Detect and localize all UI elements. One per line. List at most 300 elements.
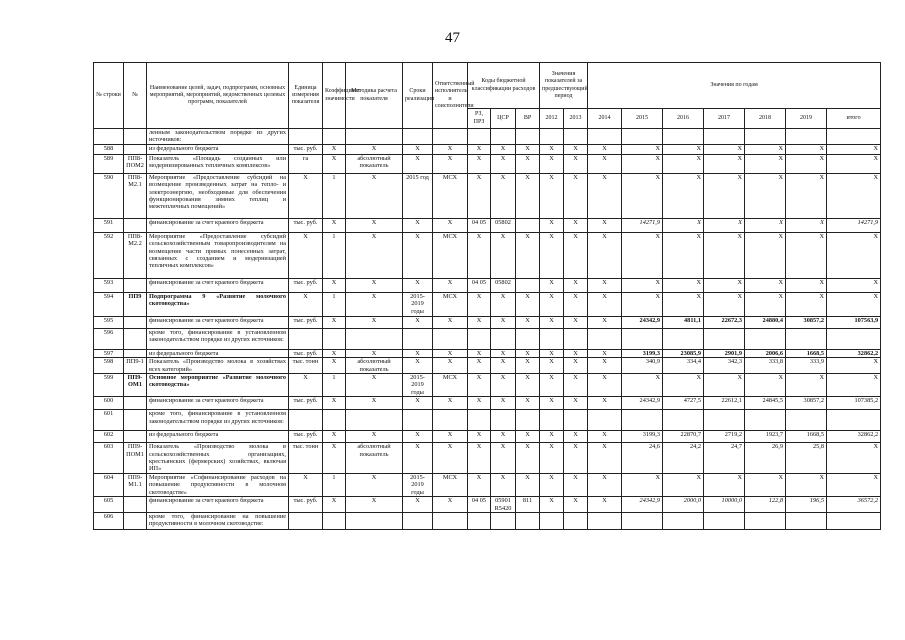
table-row	[94, 154, 881, 173]
cell-total	[827, 328, 881, 349]
cell-method: X	[346, 316, 403, 328]
table-row	[94, 328, 881, 349]
header-method: Методика расчета показателя	[346, 63, 403, 129]
cell-rz: X	[468, 316, 491, 328]
cell-unit	[289, 328, 323, 349]
cell-y2017: X	[704, 473, 745, 496]
cell-name: финансирование за счет краевого бюджета	[147, 218, 289, 232]
cell-unit: тыс. руб.	[289, 218, 323, 232]
cell-y2015: 24342,9	[622, 397, 663, 410]
cell-num: 602	[94, 431, 124, 443]
table-row	[94, 349, 881, 357]
header-prev-period: Значения показателей за предшествующий период	[540, 63, 588, 109]
cell-resp: X	[433, 144, 468, 154]
cell-name: Показатель «Производство молока в сельскохозяйственных организациях, крестьянских (фермерских) хозяйствах, включая ИП»	[147, 443, 289, 474]
cell-unit	[289, 129, 323, 145]
cell-name: Показатель «Производство молока в хозяйствах всех категорий»	[147, 358, 289, 374]
cell-y2019: X	[786, 278, 827, 292]
header-name: Наименование целей, задач, подпрограмм, основных мероприятий, мероприятий, ведомственных целевых программ, показателей	[147, 63, 289, 129]
cell-vr	[516, 328, 540, 349]
cell-y2015: X	[622, 232, 663, 278]
cell-y2017	[704, 512, 745, 529]
cell-y2019: 1668,5	[786, 349, 827, 357]
cell-y2017: X	[704, 232, 745, 278]
header-2015: 2015	[622, 109, 663, 129]
header-unit: Единица измерения показателя	[289, 63, 323, 129]
cell-name: Мероприятие «Предоставление субсидий сельскохозяйственным товаропроизводителям на возмещение части прямых понесенных затрат, связанных с созданием и модернизацией тепличных комплексов»	[147, 232, 289, 278]
cell-vr: X	[516, 316, 540, 328]
cell-rz: X	[468, 397, 491, 410]
cell-vr: X	[516, 473, 540, 496]
cell-unit: X	[289, 173, 323, 218]
cell-y2014: X	[588, 397, 622, 410]
cell-rz: X	[468, 431, 491, 443]
cell-y2015: X	[622, 154, 663, 173]
cell-unit: тыс. руб.	[289, 278, 323, 292]
cell-csr: 05901 R5420	[491, 497, 516, 513]
cell-y2014: X	[588, 431, 622, 443]
table-row	[94, 374, 881, 397]
cell-y2012: X	[540, 316, 564, 328]
header-total: итого	[827, 109, 881, 129]
cell-coef: X	[323, 349, 346, 357]
cell-y2012: X	[540, 374, 564, 397]
cell-y2012: X	[540, 173, 564, 218]
cell-num: 601	[94, 410, 124, 431]
cell-term: 2015-2019 годы	[403, 374, 433, 397]
cell-csr: X	[491, 358, 516, 374]
cell-csr: 05802	[491, 218, 516, 232]
cell-csr	[491, 512, 516, 529]
cell-unit: X	[289, 232, 323, 278]
cell-resp	[433, 410, 468, 431]
cell-rz: 04 05	[468, 218, 491, 232]
cell-resp: МСХ	[433, 232, 468, 278]
cell-term: 2015-2019 годы	[403, 292, 433, 316]
cell-y2013: X	[564, 144, 588, 154]
cell-code	[124, 328, 147, 349]
cell-method: X	[346, 218, 403, 232]
cell-y2012: X	[540, 154, 564, 173]
cell-total: 36572,2	[827, 497, 881, 513]
cell-method: X	[346, 349, 403, 357]
cell-num: 600	[94, 397, 124, 410]
cell-y2018	[745, 512, 786, 529]
cell-csr: X	[491, 431, 516, 443]
cell-csr: X	[491, 374, 516, 397]
cell-y2016	[663, 129, 704, 145]
cell-y2014: X	[588, 173, 622, 218]
cell-total: X	[827, 443, 881, 474]
cell-name: Основное мероприятие «Развитие молочного скотоводства»	[147, 374, 289, 397]
cell-name: из федерального бюджета	[147, 144, 289, 154]
cell-csr: X	[491, 232, 516, 278]
cell-num: 606	[94, 512, 124, 529]
table-row	[94, 278, 881, 292]
cell-y2012: X	[540, 292, 564, 316]
cell-y2015: X	[622, 374, 663, 397]
cell-csr: 05802	[491, 278, 516, 292]
table-row	[94, 410, 881, 431]
cell-resp: X	[433, 443, 468, 474]
cell-y2016: X	[663, 278, 704, 292]
cell-num: 590	[94, 173, 124, 218]
cell-num: 589	[94, 154, 124, 173]
cell-total: X	[827, 232, 881, 278]
cell-vr: X	[516, 431, 540, 443]
cell-code	[124, 278, 147, 292]
cell-y2019: X	[786, 154, 827, 173]
cell-y2013: X	[564, 349, 588, 357]
cell-coef: X	[323, 497, 346, 513]
cell-method: абсолютный показатель	[346, 358, 403, 374]
cell-total: X	[827, 154, 881, 173]
cell-rz	[468, 129, 491, 145]
cell-num: 605	[94, 497, 124, 513]
cell-num: 588	[94, 144, 124, 154]
cell-resp: X	[433, 397, 468, 410]
cell-unit: X	[289, 292, 323, 316]
cell-y2015: 3199,3	[622, 431, 663, 443]
cell-num: 599	[94, 374, 124, 397]
cell-coef	[323, 328, 346, 349]
cell-rz: X	[468, 144, 491, 154]
table-header	[94, 63, 881, 129]
cell-y2012: X	[540, 431, 564, 443]
cell-y2012: X	[540, 144, 564, 154]
cell-y2018: 26,9	[745, 443, 786, 474]
cell-y2015: X	[622, 292, 663, 316]
cell-y2014	[588, 512, 622, 529]
cell-num	[94, 129, 124, 145]
cell-y2014	[588, 129, 622, 145]
cell-resp: X	[433, 497, 468, 513]
cell-resp: X	[433, 431, 468, 443]
cell-rz: X	[468, 173, 491, 218]
cell-y2016: 4811,1	[663, 316, 704, 328]
cell-y2012	[540, 512, 564, 529]
cell-y2016: 23085,9	[663, 349, 704, 357]
cell-y2016: X	[663, 173, 704, 218]
cell-y2014: X	[588, 292, 622, 316]
cell-term	[403, 129, 433, 145]
cell-term: X	[403, 397, 433, 410]
table-row	[94, 292, 881, 316]
cell-y2013: X	[564, 374, 588, 397]
cell-code	[124, 144, 147, 154]
cell-y2015	[622, 328, 663, 349]
cell-y2013: X	[564, 443, 588, 474]
cell-y2014: X	[588, 473, 622, 496]
cell-term: X	[403, 144, 433, 154]
cell-resp: X	[433, 278, 468, 292]
cell-y2016: 2000,0	[663, 497, 704, 513]
cell-rz: X	[468, 292, 491, 316]
cell-y2012: X	[540, 218, 564, 232]
cell-rz	[468, 512, 491, 529]
cell-y2014: X	[588, 278, 622, 292]
cell-rz: X	[468, 443, 491, 474]
cell-code	[124, 129, 147, 145]
cell-num: 591	[94, 218, 124, 232]
cell-code	[124, 410, 147, 431]
cell-y2014: X	[588, 154, 622, 173]
cell-name: кроме того, финансирование в установленном законодательством порядке из других источников:	[147, 328, 289, 349]
cell-term: X	[403, 431, 433, 443]
cell-y2019: 333,9	[786, 358, 827, 374]
cell-y2018: X	[745, 218, 786, 232]
cell-term	[403, 410, 433, 431]
cell-coef: 1	[323, 173, 346, 218]
header-2017: 2017	[704, 109, 745, 129]
cell-y2016	[663, 512, 704, 529]
cell-resp	[433, 129, 468, 145]
cell-y2017	[704, 328, 745, 349]
cell-y2019: X	[786, 173, 827, 218]
cell-y2015	[622, 129, 663, 145]
cell-rz: X	[468, 473, 491, 496]
cell-y2017: X	[704, 144, 745, 154]
table-row	[94, 431, 881, 443]
cell-term: 2015 год	[403, 173, 433, 218]
cell-y2018: 24845,5	[745, 397, 786, 410]
cell-num: 596	[94, 328, 124, 349]
cell-unit	[289, 512, 323, 529]
cell-y2017: 2719,2	[704, 431, 745, 443]
cell-csr	[491, 129, 516, 145]
cell-code	[124, 512, 147, 529]
cell-vr: X	[516, 397, 540, 410]
cell-y2017: 342,3	[704, 358, 745, 374]
cell-y2015: X	[622, 473, 663, 496]
cell-term: X	[403, 497, 433, 513]
cell-coef: X	[323, 358, 346, 374]
cell-y2016: X	[663, 374, 704, 397]
cell-y2016	[663, 410, 704, 431]
header-row-no: № строки	[94, 63, 124, 129]
cell-y2018	[745, 410, 786, 431]
cell-y2018: X	[745, 154, 786, 173]
cell-rz	[468, 410, 491, 431]
cell-y2015: 24342,9	[622, 316, 663, 328]
cell-num: 598	[94, 358, 124, 374]
cell-total: X	[827, 292, 881, 316]
cell-y2019	[786, 129, 827, 145]
cell-term	[403, 512, 433, 529]
cell-y2012: X	[540, 358, 564, 374]
cell-coef: 1	[323, 473, 346, 496]
cell-unit	[289, 410, 323, 431]
cell-total: 107385,2	[827, 397, 881, 410]
cell-y2014: X	[588, 497, 622, 513]
cell-y2012	[540, 328, 564, 349]
cell-total: X	[827, 374, 881, 397]
cell-y2018: X	[745, 374, 786, 397]
cell-y2017: X	[704, 278, 745, 292]
cell-y2016: X	[663, 154, 704, 173]
cell-resp: X	[433, 349, 468, 357]
cell-y2015: 14271,9	[622, 218, 663, 232]
cell-y2014: X	[588, 374, 622, 397]
table-row	[94, 144, 881, 154]
cell-name: Мероприятие «Предоставление субсидий на возмещение произведенных затрат на тепло- и электроэнергию, необходимые для обеспечения функционирования зимних теплиц и межтепличных помещений»	[147, 173, 289, 218]
cell-code: ПП8-ПОМ2	[124, 154, 147, 173]
cell-unit: тыс. руб.	[289, 316, 323, 328]
cell-y2017: X	[704, 173, 745, 218]
cell-num: 593	[94, 278, 124, 292]
cell-term: X	[403, 316, 433, 328]
cell-method: абсолютный показатель	[346, 154, 403, 173]
header-no: №	[124, 63, 147, 129]
cell-y2013: X	[564, 218, 588, 232]
cell-name: Показатель «Площадь созданных или модернизированных тепличных комплексов»	[147, 154, 289, 173]
cell-y2019: X	[786, 144, 827, 154]
cell-method: абсолютный показатель	[346, 443, 403, 474]
cell-code: ПП8-М2.2	[124, 232, 147, 278]
cell-y2012	[540, 410, 564, 431]
cell-csr: X	[491, 316, 516, 328]
cell-y2018: 122,8	[745, 497, 786, 513]
cell-y2018: X	[745, 144, 786, 154]
header-2014: 2014	[588, 109, 622, 129]
cell-resp: X	[433, 218, 468, 232]
cell-method: X	[346, 431, 403, 443]
cell-code	[124, 397, 147, 410]
cell-unit: X	[289, 473, 323, 496]
cell-y2019: 30857,2	[786, 397, 827, 410]
cell-vr: 811	[516, 497, 540, 513]
cell-vr: X	[516, 443, 540, 474]
table-body	[94, 129, 881, 530]
cell-y2017: 24,7	[704, 443, 745, 474]
cell-y2017: 2901,9	[704, 349, 745, 357]
header-2012: 2012	[540, 109, 564, 129]
cell-term: X	[403, 232, 433, 278]
cell-y2019: 1668,5	[786, 431, 827, 443]
cell-vr: X	[516, 292, 540, 316]
cell-resp	[433, 328, 468, 349]
cell-method: X	[346, 374, 403, 397]
cell-y2017: X	[704, 292, 745, 316]
cell-vr: X	[516, 358, 540, 374]
cell-total: 107563,9	[827, 316, 881, 328]
header-2013: 2013	[564, 109, 588, 129]
table-row	[94, 512, 881, 529]
cell-y2013	[564, 129, 588, 145]
cell-name: финансирование за счет краевого бюджета	[147, 397, 289, 410]
cell-y2013: X	[564, 316, 588, 328]
cell-unit: X	[289, 374, 323, 397]
cell-term: X	[403, 278, 433, 292]
table-row	[94, 218, 881, 232]
cell-term: X	[403, 358, 433, 374]
cell-name: кроме того, финансирование в установленном законодательством порядке из других источников:	[147, 410, 289, 431]
cell-name: финансирование за счет краевого бюджета	[147, 316, 289, 328]
cell-y2016	[663, 328, 704, 349]
cell-total	[827, 512, 881, 529]
cell-csr: X	[491, 144, 516, 154]
cell-y2018: 333,8	[745, 358, 786, 374]
cell-num: 603	[94, 443, 124, 474]
cell-total	[827, 129, 881, 145]
cell-unit: тыс. руб.	[289, 431, 323, 443]
cell-y2018: 2006,6	[745, 349, 786, 357]
cell-coef: X	[323, 218, 346, 232]
cell-y2012: X	[540, 349, 564, 357]
cell-coef: 1	[323, 232, 346, 278]
cell-y2012: X	[540, 397, 564, 410]
cell-y2016: X	[663, 473, 704, 496]
cell-code	[124, 218, 147, 232]
cell-name: финансирование за счет краевого бюджета	[147, 497, 289, 513]
cell-y2016: 334,4	[663, 358, 704, 374]
cell-name: Мероприятие «Софинансирование расходов на повышение продуктивности в молочном скотоводстве»	[147, 473, 289, 496]
cell-y2016: X	[663, 144, 704, 154]
cell-name: кроме того, финансирование на повышение продуктивности в молочном скотоводстве:	[147, 512, 289, 529]
cell-rz: X	[468, 374, 491, 397]
cell-y2019: 30857,2	[786, 316, 827, 328]
cell-coef: 1	[323, 374, 346, 397]
table-row	[94, 232, 881, 278]
table-row	[94, 358, 881, 374]
cell-name: Подпрограмма 9 «Развитие молочного скотоводства»	[147, 292, 289, 316]
table-row	[94, 473, 881, 496]
cell-y2018: 1923,7	[745, 431, 786, 443]
cell-vr: X	[516, 349, 540, 357]
cell-method	[346, 512, 403, 529]
cell-method	[346, 328, 403, 349]
cell-coef: X	[323, 154, 346, 173]
cell-y2015: 3199,3	[622, 349, 663, 357]
cell-y2019: X	[786, 218, 827, 232]
cell-code	[124, 431, 147, 443]
cell-csr	[491, 328, 516, 349]
cell-vr: X	[516, 374, 540, 397]
cell-y2017: 10000,0	[704, 497, 745, 513]
cell-total: 14271,9	[827, 218, 881, 232]
cell-coef: X	[323, 431, 346, 443]
cell-y2018	[745, 129, 786, 145]
cell-num: 592	[94, 232, 124, 278]
cell-method: X	[346, 144, 403, 154]
cell-y2015: 340,9	[622, 358, 663, 374]
cell-y2013: X	[564, 154, 588, 173]
cell-coef: X	[323, 316, 346, 328]
cell-vr: X	[516, 232, 540, 278]
cell-y2013: X	[564, 473, 588, 496]
cell-rz: 04 05	[468, 497, 491, 513]
cell-y2013: X	[564, 358, 588, 374]
cell-y2014: X	[588, 232, 622, 278]
cell-unit: тыс. руб.	[289, 349, 323, 357]
cell-method	[346, 129, 403, 145]
cell-code	[124, 316, 147, 328]
cell-y2019: 196,5	[786, 497, 827, 513]
cell-total: 32862,2	[827, 349, 881, 357]
cell-y2012: X	[540, 443, 564, 474]
cell-rz: X	[468, 154, 491, 173]
cell-term: 2015-2019 годы	[403, 473, 433, 496]
cell-rz	[468, 328, 491, 349]
cell-y2019	[786, 512, 827, 529]
cell-method: X	[346, 473, 403, 496]
table-row	[94, 397, 881, 410]
cell-y2013: X	[564, 232, 588, 278]
cell-csr	[491, 410, 516, 431]
cell-y2019	[786, 410, 827, 431]
cell-csr: X	[491, 154, 516, 173]
cell-y2018: X	[745, 292, 786, 316]
